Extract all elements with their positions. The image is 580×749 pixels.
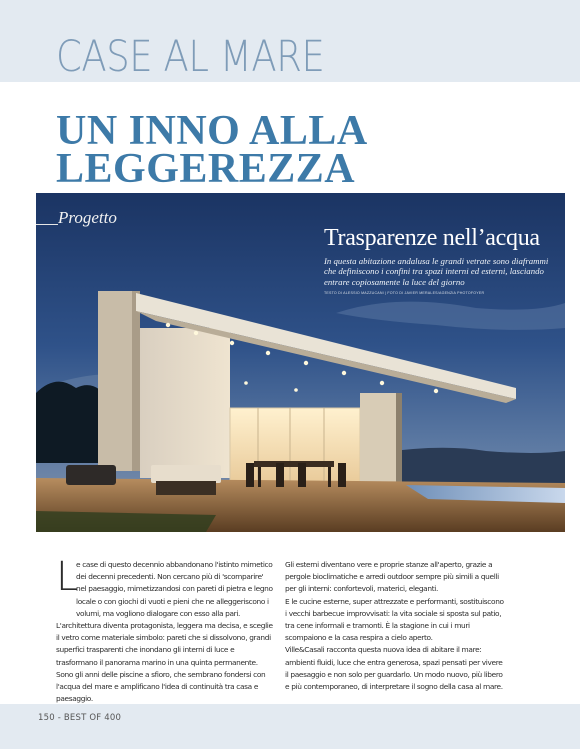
photo-credits: TESTO DI ALESSIO MAZZUCANI | FOTO DI JAVIER MERALES/AGENZIA PHOTOFOYER	[324, 291, 485, 295]
headline-line-2: LEGGEREZZA	[56, 146, 356, 192]
footer-band	[0, 704, 580, 749]
text-column-1	[56, 554, 274, 705]
drop-cap: L	[56, 554, 79, 600]
paragraph: E le cucine esterne, super attrezzate e performanti, sostituiscono i vecchi barbecue improvvisati: la vita sociale si sposta sul patio, tra cene informali e tramonti. È la stagione in cui i muri scompaiono e la casa respira a cielo aperto.	[285, 596, 504, 643]
headline	[56, 108, 368, 192]
rubric-rule	[36, 224, 58, 225]
paragraph: e case di questo decennio abbandonano l'istinto mimetico dei decenni precedenti. Non cercano più di 'scomparire' nel paesaggio, mimetizzandosi con pareti di pietra e legno locale o con giochi di vuoti e pieni che ne alleggeriscono i volumi, ma vogliono dialogare con esso alla pari.	[76, 560, 273, 618]
photo-title: Trasparenze nell’acqua	[324, 225, 540, 251]
headline-line-1: UN INNO ALLA	[56, 108, 368, 154]
paragraph: L'architettura diventa protagonista, leggera ma decisa, e sceglie il vetro come materiale simbolo: pareti che si dissolvono, grandi superfici trasparenti che inondano gli interni di luce e trasformano il panorama marino in una quinta permanente. Sono gli anni delle piscine a sfioro, che sembrano fondersi con l'acqua del mare e amplificano l'idea di continuità tra casa e paesaggio.	[56, 621, 273, 704]
paragraph: Gli esterni diventano vere e proprie stanze all'aperto, grazie a pergole bioclimatiche e arredi outdoor sempre più simili a quelli per gli interni: confortevoli, materici, eleganti.	[285, 560, 499, 594]
page-folio: 150 - BEST OF 400	[38, 713, 122, 723]
text-column-2	[285, 559, 505, 693]
rubric-label: Progetto	[58, 208, 117, 227]
paragraph: Ville&Casali racconta questa nuova idea di abitare il mare: ambienti fluidi, luce che entra generosa, spazi pensati per vivere il paesaggio e non solo per guardarlo. Un modo nuovo, più libero e più contemporaneo, di interpretare il sogno della casa al mare.	[285, 645, 503, 692]
section-title: CASE AL MARE	[56, 32, 325, 82]
photo-subtitle: In questa abitazione andalusa le grandi vetrate sono diaframmi che definiscono i confini tra spazi interni ed esterni, lasciando entrare copiosamente la luce del giorno	[324, 256, 549, 287]
